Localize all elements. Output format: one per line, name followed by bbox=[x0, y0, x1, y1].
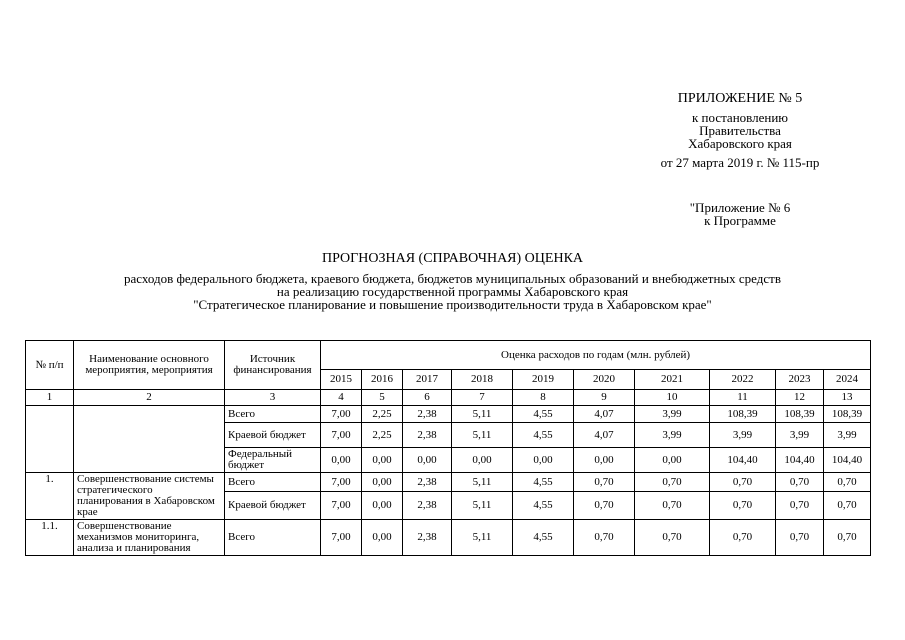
column-number: 1 bbox=[26, 390, 74, 406]
value-cell: 7,00 bbox=[321, 520, 362, 556]
value-cell: 0,70 bbox=[824, 520, 871, 556]
document-subtitle bbox=[0, 272, 905, 311]
funding-source: Всего bbox=[225, 520, 321, 556]
value-cell: 0,00 bbox=[362, 520, 403, 556]
column-number: 12 bbox=[776, 390, 824, 406]
value-cell: 2,38 bbox=[403, 473, 452, 492]
value-cell: 0,00 bbox=[513, 448, 574, 473]
funding-source: Всего bbox=[225, 406, 321, 423]
value-cell: 0,70 bbox=[710, 520, 776, 556]
year-header: 2015 bbox=[321, 370, 362, 390]
year-header: 2022 bbox=[710, 370, 776, 390]
row-number: 1.1. bbox=[26, 520, 74, 556]
value-cell: 0,70 bbox=[776, 473, 824, 492]
header-row-1 bbox=[26, 341, 871, 370]
value-cell: 0,70 bbox=[574, 473, 635, 492]
value-cell: 0,70 bbox=[635, 492, 710, 520]
value-cell: 4,55 bbox=[513, 492, 574, 520]
column-number: 13 bbox=[824, 390, 871, 406]
value-cell: 0,70 bbox=[635, 473, 710, 492]
value-cell: 3,99 bbox=[710, 423, 776, 448]
column-numbers-row bbox=[26, 390, 871, 406]
year-header: 2021 bbox=[635, 370, 710, 390]
reference-line-2: к Программе bbox=[704, 213, 776, 228]
value-cell: 3,99 bbox=[824, 423, 871, 448]
value-cell: 108,39 bbox=[710, 406, 776, 423]
value-cell: 2,25 bbox=[362, 406, 403, 423]
subtitle-line-2: на реализацию государственной программы Хабаровского края bbox=[276, 284, 629, 299]
value-cell: 0,00 bbox=[362, 448, 403, 473]
budget-table bbox=[25, 340, 871, 556]
value-cell: 0,00 bbox=[574, 448, 635, 473]
appendix-line-2: Правительства bbox=[699, 123, 781, 138]
year-header: 2016 bbox=[362, 370, 403, 390]
value-cell: 0,70 bbox=[574, 492, 635, 520]
value-cell: 0,70 bbox=[635, 520, 710, 556]
value-cell: 0,70 bbox=[776, 520, 824, 556]
funding-source: Федеральный бюджет bbox=[225, 448, 321, 473]
document-title: ПРОГНОЗНАЯ (СПРАВОЧНАЯ) ОЦЕНКА bbox=[321, 251, 584, 266]
appendix-title: ПРИЛОЖЕНИЕ № 5 bbox=[677, 91, 803, 106]
row-number: 1. bbox=[26, 473, 74, 520]
column-number: 5 bbox=[362, 390, 403, 406]
value-cell: 3,99 bbox=[635, 423, 710, 448]
value-cell: 5,11 bbox=[452, 473, 513, 492]
reference-line-1: "Приложение № 6 bbox=[689, 200, 791, 215]
column-number: 9 bbox=[574, 390, 635, 406]
value-cell: 0,00 bbox=[452, 448, 513, 473]
value-cell: 5,11 bbox=[452, 423, 513, 448]
value-cell: 5,11 bbox=[452, 406, 513, 423]
budget-table-body bbox=[26, 341, 871, 556]
header-num: № п/п bbox=[26, 341, 74, 390]
value-cell: 3,99 bbox=[776, 423, 824, 448]
value-cell: 2,25 bbox=[362, 423, 403, 448]
row-number bbox=[26, 406, 74, 473]
measure-name bbox=[74, 406, 225, 473]
year-header: 2024 bbox=[824, 370, 871, 390]
program-reference bbox=[660, 201, 820, 227]
value-cell: 7,00 bbox=[321, 423, 362, 448]
value-cell: 104,40 bbox=[776, 448, 824, 473]
value-cell: 0,70 bbox=[824, 492, 871, 520]
value-cell: 5,11 bbox=[452, 520, 513, 556]
table-row bbox=[26, 520, 871, 556]
header-estimate: Оценка расходов по годам (млн. рублей) bbox=[321, 341, 871, 370]
value-cell: 3,99 bbox=[635, 406, 710, 423]
subtitle-line-3: "Стратегическое планирование и повышение производительности труда в Хабаровском крае" bbox=[193, 297, 712, 312]
appendix-date: от 27 марта 2019 г. № 115-пр bbox=[660, 155, 820, 170]
year-header: 2020 bbox=[574, 370, 635, 390]
value-cell: 2,38 bbox=[403, 406, 452, 423]
value-cell: 0,70 bbox=[710, 473, 776, 492]
value-cell: 4,55 bbox=[513, 473, 574, 492]
year-header: 2019 bbox=[513, 370, 574, 390]
appendix-line-1: к постановлению bbox=[691, 110, 789, 125]
year-header: 2018 bbox=[452, 370, 513, 390]
value-cell: 2,38 bbox=[403, 492, 452, 520]
value-cell: 4,07 bbox=[574, 423, 635, 448]
column-number: 8 bbox=[513, 390, 574, 406]
year-header: 2017 bbox=[403, 370, 452, 390]
appendix-header bbox=[640, 92, 840, 169]
value-cell: 7,00 bbox=[321, 492, 362, 520]
header-name: Наименование основного мероприятия, мероприятия bbox=[74, 341, 225, 390]
appendix-line-3: Хабаровского края bbox=[688, 136, 792, 151]
table-row bbox=[26, 473, 871, 492]
funding-source: Краевой бюджет bbox=[225, 492, 321, 520]
value-cell: 104,40 bbox=[710, 448, 776, 473]
measure-name: Совершенствование механизмов мониторинга, анализа и планирования bbox=[74, 520, 225, 556]
column-number: 3 bbox=[225, 390, 321, 406]
year-header: 2023 bbox=[776, 370, 824, 390]
column-number: 2 bbox=[74, 390, 225, 406]
value-cell: 108,39 bbox=[776, 406, 824, 423]
funding-source: Краевой бюджет bbox=[225, 423, 321, 448]
value-cell: 0,00 bbox=[403, 448, 452, 473]
table-row bbox=[26, 406, 871, 423]
value-cell: 2,38 bbox=[403, 423, 452, 448]
value-cell: 4,07 bbox=[574, 406, 635, 423]
value-cell: 0,00 bbox=[362, 473, 403, 492]
column-number: 4 bbox=[321, 390, 362, 406]
value-cell: 0,70 bbox=[824, 473, 871, 492]
value-cell: 108,39 bbox=[824, 406, 871, 423]
value-cell: 4,55 bbox=[513, 423, 574, 448]
value-cell: 0,00 bbox=[362, 492, 403, 520]
column-number: 6 bbox=[403, 390, 452, 406]
subtitle-line-1: расходов федерального бюджета, краевого бюджета, бюджетов муниципальных образований и внебюджетных средств bbox=[124, 271, 781, 286]
value-cell: 0,70 bbox=[710, 492, 776, 520]
value-cell: 0,00 bbox=[635, 448, 710, 473]
value-cell: 5,11 bbox=[452, 492, 513, 520]
value-cell: 7,00 bbox=[321, 406, 362, 423]
value-cell: 104,40 bbox=[824, 448, 871, 473]
column-number: 10 bbox=[635, 390, 710, 406]
value-cell: 4,55 bbox=[513, 520, 574, 556]
header-source: Источник финансирования bbox=[225, 341, 321, 390]
value-cell: 7,00 bbox=[321, 473, 362, 492]
column-number: 11 bbox=[710, 390, 776, 406]
measure-name: Совершенствование системы стратегического планирования в Хабаровском крае bbox=[74, 473, 225, 520]
funding-source: Всего bbox=[225, 473, 321, 492]
column-number: 7 bbox=[452, 390, 513, 406]
value-cell: 0,00 bbox=[321, 448, 362, 473]
value-cell: 0,70 bbox=[574, 520, 635, 556]
value-cell: 2,38 bbox=[403, 520, 452, 556]
value-cell: 4,55 bbox=[513, 406, 574, 423]
value-cell: 0,70 bbox=[776, 492, 824, 520]
